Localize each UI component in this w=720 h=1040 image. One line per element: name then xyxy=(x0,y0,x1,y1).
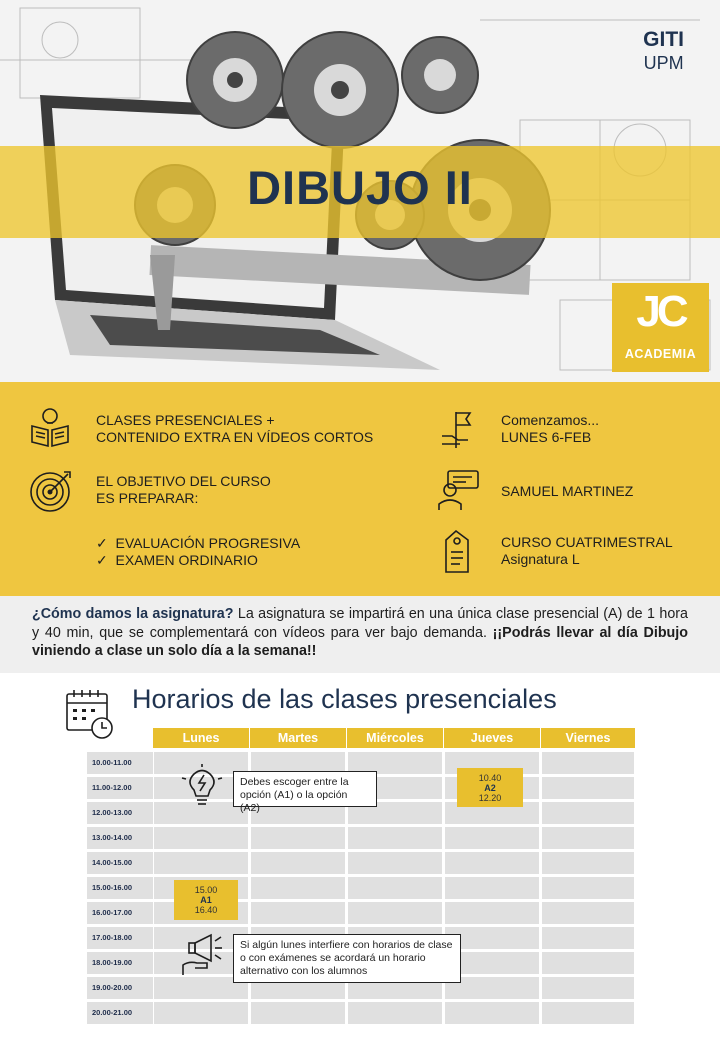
objective-item xyxy=(96,552,300,569)
schedule-cell xyxy=(542,877,634,899)
hour-label: 16.00-17.00 xyxy=(87,902,153,924)
hour-label: 15.00-16.00 xyxy=(87,877,153,899)
schedule-cell xyxy=(445,852,539,874)
feature-objective xyxy=(96,473,271,507)
schedule-cell xyxy=(542,1002,634,1024)
hour-label: 10.00-11.00 xyxy=(87,752,153,774)
check-icon: ✓ xyxy=(96,535,108,551)
check-icon: ✓ xyxy=(96,552,108,568)
schedule-cell xyxy=(445,877,539,899)
logo-name: ACADEMIA xyxy=(624,347,697,361)
hero-banner xyxy=(0,0,720,382)
logo-initials: JC xyxy=(636,287,685,336)
feature-objective-line2: ES PREPARAR: xyxy=(96,490,199,506)
schedule-cell xyxy=(542,802,634,824)
hour-label: 18.00-19.00 xyxy=(87,952,153,974)
schedule-cell xyxy=(542,752,634,774)
day-header: Jueves xyxy=(444,728,540,748)
feature-course xyxy=(501,534,673,568)
teacher-board-icon xyxy=(436,468,482,512)
schedule-cell xyxy=(348,852,442,874)
feature-course-line1: CURSO CUATRIMESTRAL xyxy=(501,534,673,550)
jc-academia-logo xyxy=(612,283,709,372)
slot-a2-end: 12.20 xyxy=(478,793,502,803)
description-highlight: ¡¡Podrás llevar al día Dibujo viniendo a clase un solo día a la semana!! xyxy=(32,624,688,659)
feature-teacher: SAMUEL MARTINEZ xyxy=(501,483,634,499)
objective-item-label: EVALUACIÓN PROGRESIVA xyxy=(115,535,301,551)
objective-item xyxy=(96,535,300,552)
schedule-cell xyxy=(445,902,539,924)
schedule-cell xyxy=(251,852,345,874)
feature-classes xyxy=(96,412,373,446)
feature-classes-line1: CLASES PRESENCIALES + xyxy=(96,412,275,428)
schedule-cell xyxy=(251,1002,345,1024)
schedule-cell xyxy=(154,1002,248,1024)
hour-label: 19.00-20.00 xyxy=(87,977,153,999)
slot-a1-end: 16.40 xyxy=(194,905,218,915)
schedule-cell xyxy=(251,877,345,899)
schedule-cell xyxy=(154,852,248,874)
slot-a2-group: A2 xyxy=(484,783,496,793)
slot-a2 xyxy=(457,768,523,807)
course-description xyxy=(0,596,720,673)
description-question: ¿Cómo damos la asignatura? xyxy=(32,606,234,622)
day-header: Martes xyxy=(250,728,346,748)
schedule-cell xyxy=(542,852,634,874)
feature-objective-line1: EL OBJETIVO DEL CURSO xyxy=(96,473,271,489)
lightbulb-idea-icon xyxy=(180,764,224,810)
hour-label: 12.00-13.00 xyxy=(87,802,153,824)
description-body: La asignatura se impartirá en una única clase presencial (A) de 1 hora y 40 min, que se complementará con vídeos para ver bajo demanda. xyxy=(32,606,688,641)
schedule-cell xyxy=(542,777,634,799)
day-header: Viernes xyxy=(541,728,635,748)
slot-a1-start: 15.00 xyxy=(194,885,218,895)
schedule-cell xyxy=(542,977,634,999)
schedule-cell xyxy=(348,827,442,849)
badge-line1: GITI xyxy=(643,28,684,51)
schedule-cell xyxy=(251,902,345,924)
features-section xyxy=(0,382,720,596)
feature-classes-line2: CONTENIDO EXTRA EN VÍDEOS CORTOS xyxy=(96,429,374,445)
objective-item-label: EXAMEN ORDINARIO xyxy=(115,552,258,568)
slot-a2-start: 10.40 xyxy=(478,773,502,783)
flag-hand-icon xyxy=(438,408,478,452)
slot-a1 xyxy=(174,880,238,920)
schedule-cell xyxy=(251,827,345,849)
note-alternative-schedule: Si algún lunes interfiere con horarios de clase o con exámenes se acordará un horario alternativo con los alumnos xyxy=(233,934,461,983)
schedule-cell xyxy=(542,952,634,974)
schedule-cell xyxy=(445,827,539,849)
schedule-cell xyxy=(542,927,634,949)
day-header: Lunes xyxy=(153,728,249,748)
feature-start-line2: LUNES 6-FEB xyxy=(501,429,592,445)
schedule-title: Horarios de las clases presenciales xyxy=(132,684,557,714)
objective-list xyxy=(96,535,300,569)
schedule-cell xyxy=(348,877,442,899)
schedule-cell xyxy=(154,827,248,849)
target-arrow-icon xyxy=(28,468,74,514)
schedule-cell xyxy=(542,902,634,924)
page-title: DIBUJO II xyxy=(247,161,473,214)
hour-label: 14.00-15.00 xyxy=(87,852,153,874)
description-paragraph xyxy=(32,605,688,661)
hour-label: 20.00-21.00 xyxy=(87,1002,153,1024)
feature-start-line1: Comenzamos... xyxy=(501,412,600,428)
open-book-lightbulb-icon xyxy=(28,404,72,448)
price-tag-icon xyxy=(440,528,474,576)
megaphone-hand-icon xyxy=(181,931,227,977)
badge-line2: UPM xyxy=(643,53,684,73)
hour-label: 11.00-12.00 xyxy=(87,777,153,799)
schedule-cell xyxy=(445,1002,539,1024)
hour-label: 13.00-14.00 xyxy=(87,827,153,849)
schedule-cell xyxy=(348,902,442,924)
hour-label: 17.00-18.00 xyxy=(87,927,153,949)
schedule-cell xyxy=(348,1002,442,1024)
note-choose-option: Debes escoger entre la opción (A1) o la opción (A2) xyxy=(233,771,377,807)
schedule-cell xyxy=(542,827,634,849)
day-header: Miércoles xyxy=(347,728,443,748)
giti-upm-badge xyxy=(643,28,684,74)
calendar-clock-icon xyxy=(64,688,118,742)
slot-a1-group: A1 xyxy=(200,895,212,905)
feature-start xyxy=(501,412,599,446)
feature-course-line2: Asignatura L xyxy=(501,551,580,567)
